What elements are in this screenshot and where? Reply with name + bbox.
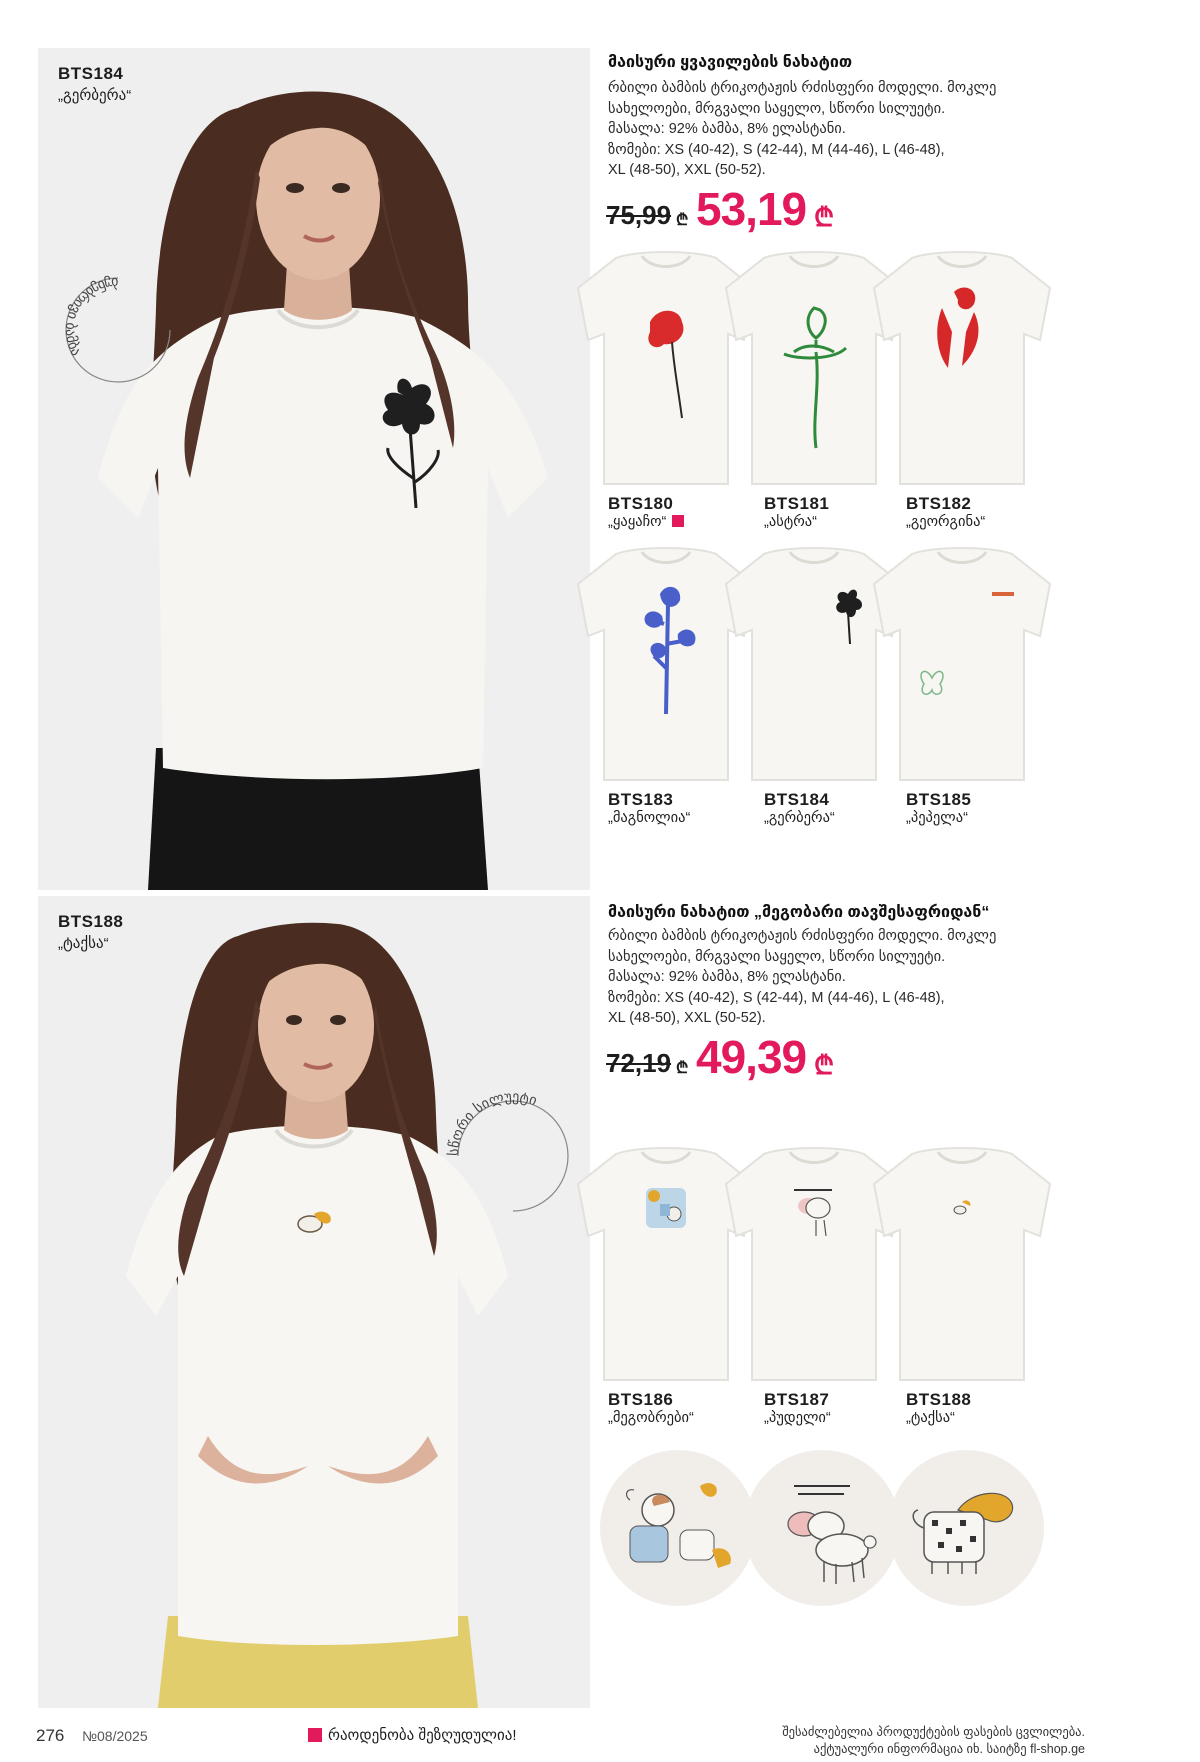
stamp-text: ბუნებრივი ბამბა bbox=[61, 273, 119, 359]
tee-name-text: „ყაყაჩო“ bbox=[608, 514, 667, 530]
tee-name-bts182: „გეორგინა“ bbox=[906, 514, 986, 530]
desc-line: სახელოები, მრგვალი საყელო, სწორი სილუეტი. bbox=[608, 100, 946, 117]
poodle-detail-illustration bbox=[744, 1450, 900, 1606]
price-change-note bbox=[700, 1724, 1085, 1758]
model-illustration-top bbox=[38, 48, 590, 890]
dachshund-print-detail bbox=[888, 1450, 1044, 1606]
tee-name-bts186: „მეგობრები“ bbox=[608, 1410, 694, 1426]
product-description-1 bbox=[608, 78, 1068, 181]
tee-shape bbox=[872, 544, 1052, 784]
tee-code-bts182: BTS182 bbox=[906, 494, 972, 513]
new-price-1: 53,19 bbox=[696, 183, 807, 235]
fit-stamp-badge bbox=[438, 1086, 578, 1236]
friends-print bbox=[646, 1188, 686, 1228]
old-price-currency-1: ₾ bbox=[676, 212, 689, 229]
friends-detail-illustration bbox=[600, 1450, 756, 1606]
new-price-2: 49,39 bbox=[696, 1031, 807, 1083]
desc-line: მასალა: 92% ბამბა, 8% ელასტანი. bbox=[608, 969, 846, 985]
photo-product-name: „გერბერა“ bbox=[58, 87, 132, 104]
friends-print-detail bbox=[600, 1450, 756, 1606]
desc-line: სახელოები, მრგვალი საყელო, სწორი სილუეტი. bbox=[608, 948, 946, 965]
new-price-currency-1: ₾ bbox=[814, 202, 835, 232]
tee-name-bts185: „პეპელა“ bbox=[906, 810, 968, 826]
issue-number: №08/2025 bbox=[82, 1728, 148, 1744]
desc-line: რბილი ბამბის ტრიკოტაჟის რძისფერი მოდელი. მოკლე bbox=[608, 928, 997, 944]
tee-name-bts184: „გერბერა“ bbox=[764, 810, 835, 826]
desc-line: მასალა: 92% ბამბა, 8% ელასტანი. bbox=[608, 121, 846, 137]
tee-code-bts184: BTS184 bbox=[764, 790, 830, 809]
desc-line: ზომები: XS (40-42), S (42-44), M (44-46), L (46-48), bbox=[608, 141, 945, 158]
fabric-stamp-badge bbox=[58, 268, 178, 398]
tee-code-bts185: BTS185 bbox=[906, 790, 972, 809]
tee-code-bts188: BTS188 bbox=[906, 1390, 972, 1409]
note-line: შესაძლებელია პროდუქტების ფასების ცვლილება. bbox=[782, 1725, 1085, 1739]
new-price-currency-2: ₾ bbox=[814, 1050, 835, 1080]
tee-code-bts187: BTS187 bbox=[764, 1390, 830, 1409]
tee-code-bts181: BTS181 bbox=[764, 494, 830, 513]
svg-text:სწორი სილუეტი bbox=[446, 1089, 539, 1156]
desc-line: ზომები: XS (40-42), S (42-44), M (44-46), L (46-48), bbox=[608, 989, 945, 1006]
desc-line: რბილი ბამბის ტრიკოტაჟის რძისფერი მოდელი. მოკლე bbox=[608, 80, 997, 96]
tee-shape bbox=[872, 1144, 1052, 1384]
desc-line: XL (48-50), XXL (50-52). bbox=[608, 1010, 766, 1026]
product-title-2: მაისური ნახატით „მეგობარი თავშესაფრიდან“ bbox=[608, 904, 990, 921]
stamp-text: სწორი სილუეტი bbox=[445, 1088, 539, 1157]
new-badge-icon bbox=[672, 515, 684, 527]
tee-code-bts183: BTS183 bbox=[608, 790, 674, 809]
limited-quantity-notice bbox=[308, 1726, 517, 1744]
tee-name-bts187: „პუდელი“ bbox=[764, 1410, 831, 1426]
photo-product-name: „ტაქსა“ bbox=[58, 935, 109, 952]
old-price-1: 75,99 bbox=[606, 200, 672, 230]
photo-product-code: BTS188 bbox=[58, 912, 124, 931]
model-photo-bottom bbox=[38, 896, 590, 1708]
dachshund-detail-illustration bbox=[888, 1450, 1044, 1606]
tee-name-bts180 bbox=[608, 514, 684, 530]
model-photo-top bbox=[38, 48, 590, 890]
limited-text: რაოდენობა შეზღუდულია! bbox=[328, 1727, 517, 1744]
tee-bts185[interactable] bbox=[872, 544, 1052, 784]
note-line: აქტუალური ინფორმაცია იხ. საიტზე fl-shop.ge bbox=[813, 1742, 1085, 1756]
page-number: 276 bbox=[36, 1726, 65, 1745]
notice-square-icon bbox=[308, 1728, 322, 1742]
tee-code-bts186: BTS186 bbox=[608, 1390, 674, 1409]
photo-product-code: BTS184 bbox=[58, 64, 124, 83]
tee-code-bts180: BTS180 bbox=[608, 494, 674, 513]
old-price-2: 72,19 bbox=[606, 1048, 672, 1078]
product-description-2 bbox=[608, 926, 1068, 1029]
old-price-currency-2: ₾ bbox=[676, 1060, 689, 1077]
model-illustration-bottom bbox=[38, 896, 590, 1708]
tee-name-bts188: „ტაქსა“ bbox=[906, 1410, 955, 1426]
desc-line: XL (48-50), XXL (50-52). bbox=[608, 162, 766, 178]
poodle-print-detail bbox=[744, 1450, 900, 1606]
tee-bts188[interactable] bbox=[872, 1144, 1052, 1384]
tee-bts182[interactable] bbox=[872, 248, 1052, 488]
product-title-1: მაისური ყვავილების ნახატით bbox=[608, 54, 853, 71]
svg-text:ბუნებრივი ბამბა bbox=[62, 274, 119, 359]
tee-name-bts181: „ასტრა“ bbox=[764, 514, 817, 530]
tee-name-bts183: „მაგნოლია“ bbox=[608, 810, 691, 826]
tee-shape bbox=[872, 248, 1052, 488]
